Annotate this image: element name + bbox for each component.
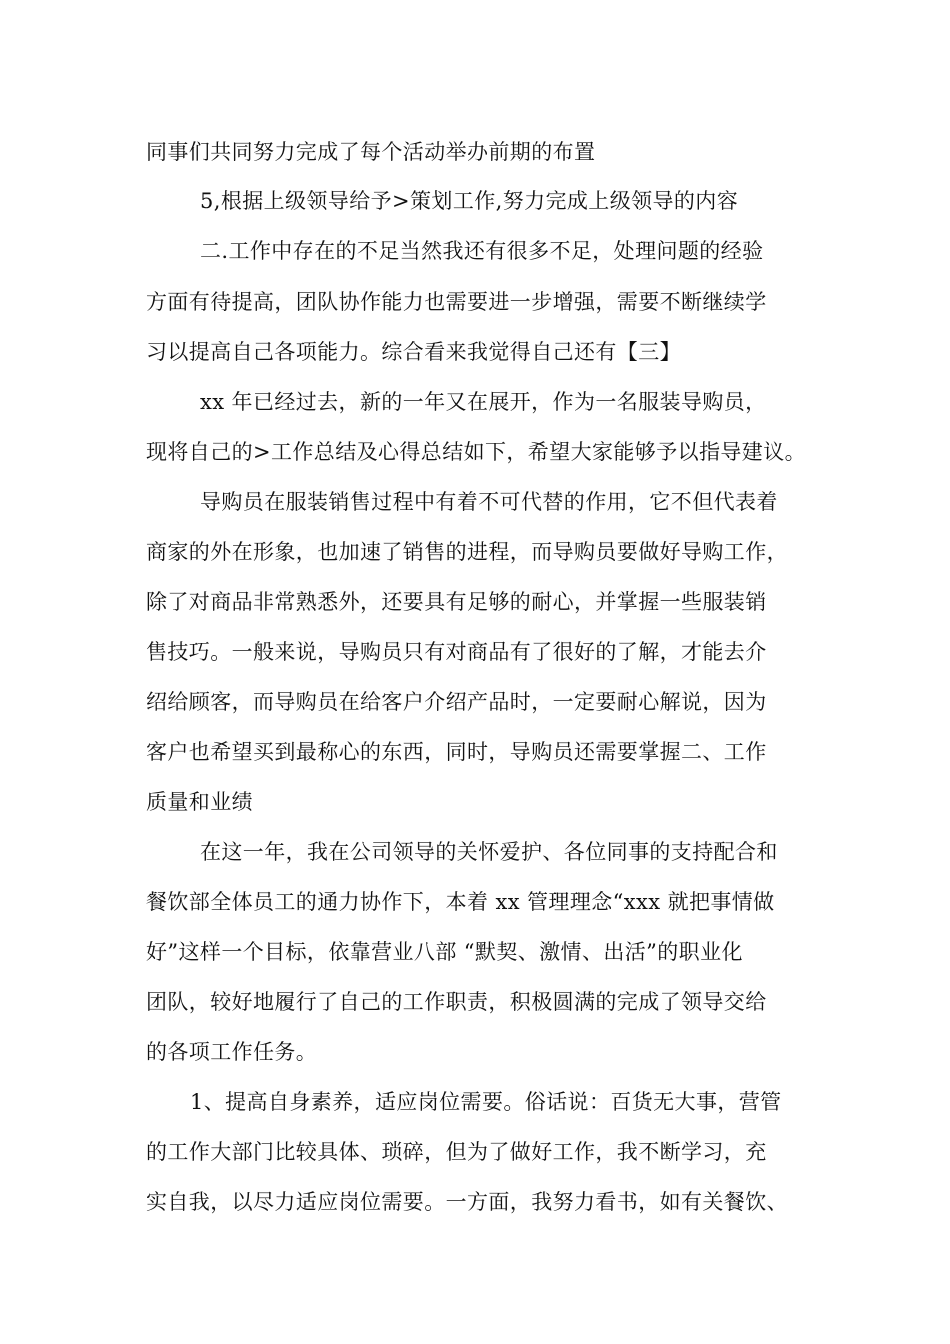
text-line: 团队，较好地履行了自己的工作职责，积极圆满的完成了领导交给 [146, 990, 767, 1014]
text-line: 的工作大部门比较具体、琐碎，但为了做好工作，我不断学习，充 [146, 1140, 767, 1164]
text-line: 实自我，以尽力适应岗位需要。一方面，我努力看书，如有关餐饮、 [146, 1190, 788, 1214]
text-line: 餐饮部全体员工的通力协作下，本着 xx 管理理念“xxx 就把事情做 [146, 890, 775, 914]
text-line: 导购员在服装销售过程中有着不可代替的作用，它不但代表着 [200, 490, 778, 514]
text-line: 在这一年，我在公司领导的关怀爱护、各位同事的支持配合和 [200, 840, 778, 864]
text-line: 方面有待提高，团队协作能力也需要进一步增强，需要不断继续学 [146, 290, 767, 314]
text-line: 习以提高自己各项能力。综合看来我觉得自己还有【三】 [146, 340, 681, 364]
text-line: 的各项工作任务。 [146, 1040, 318, 1064]
text-line: 同事们共同努力完成了每个活动举办前期的布置 [146, 140, 596, 164]
text-line: 现将自己的>工作总结及心得总结如下，希望大家能够予以指导建议。 [146, 440, 806, 464]
text-line: 绍给顾客，而导购员在给客户介绍产品时，一定要耐心解说，因为 [146, 690, 767, 714]
text-line: 客户也希望买到最称心的东西，同时，导购员还需要掌握二、工作 [146, 740, 767, 764]
text-line: 好”这样一个目标，依靠营业八部 “默契、激情、出活”的职业化 [146, 940, 743, 964]
text-line: 售技巧。一般来说，导购员只有对商品有了很好的了解，才能去介 [146, 640, 767, 664]
text-line: 二.工作中存在的不足当然我还有很多不足，处理问题的经验 [200, 239, 764, 263]
text-line: 5,根据上级领导给予>策划工作,努力完成上级领导的内容 [200, 189, 739, 213]
text-line: 质量和业绩 [146, 790, 253, 814]
text-line: xx 年已经过去，新的一年又在展开，作为一名服装导购员， [200, 390, 767, 414]
text-line: 1、提高自身素养，适应岗位需要。俗话说：百货无大事，营管 [190, 1090, 782, 1114]
text-line: 除了对商品非常熟悉外，还要具有足够的耐心，并掌握一些服装销 [146, 590, 767, 614]
text-line: 商家的外在形象，也加速了销售的进程，而导购员要做好导购工作， [146, 540, 788, 564]
